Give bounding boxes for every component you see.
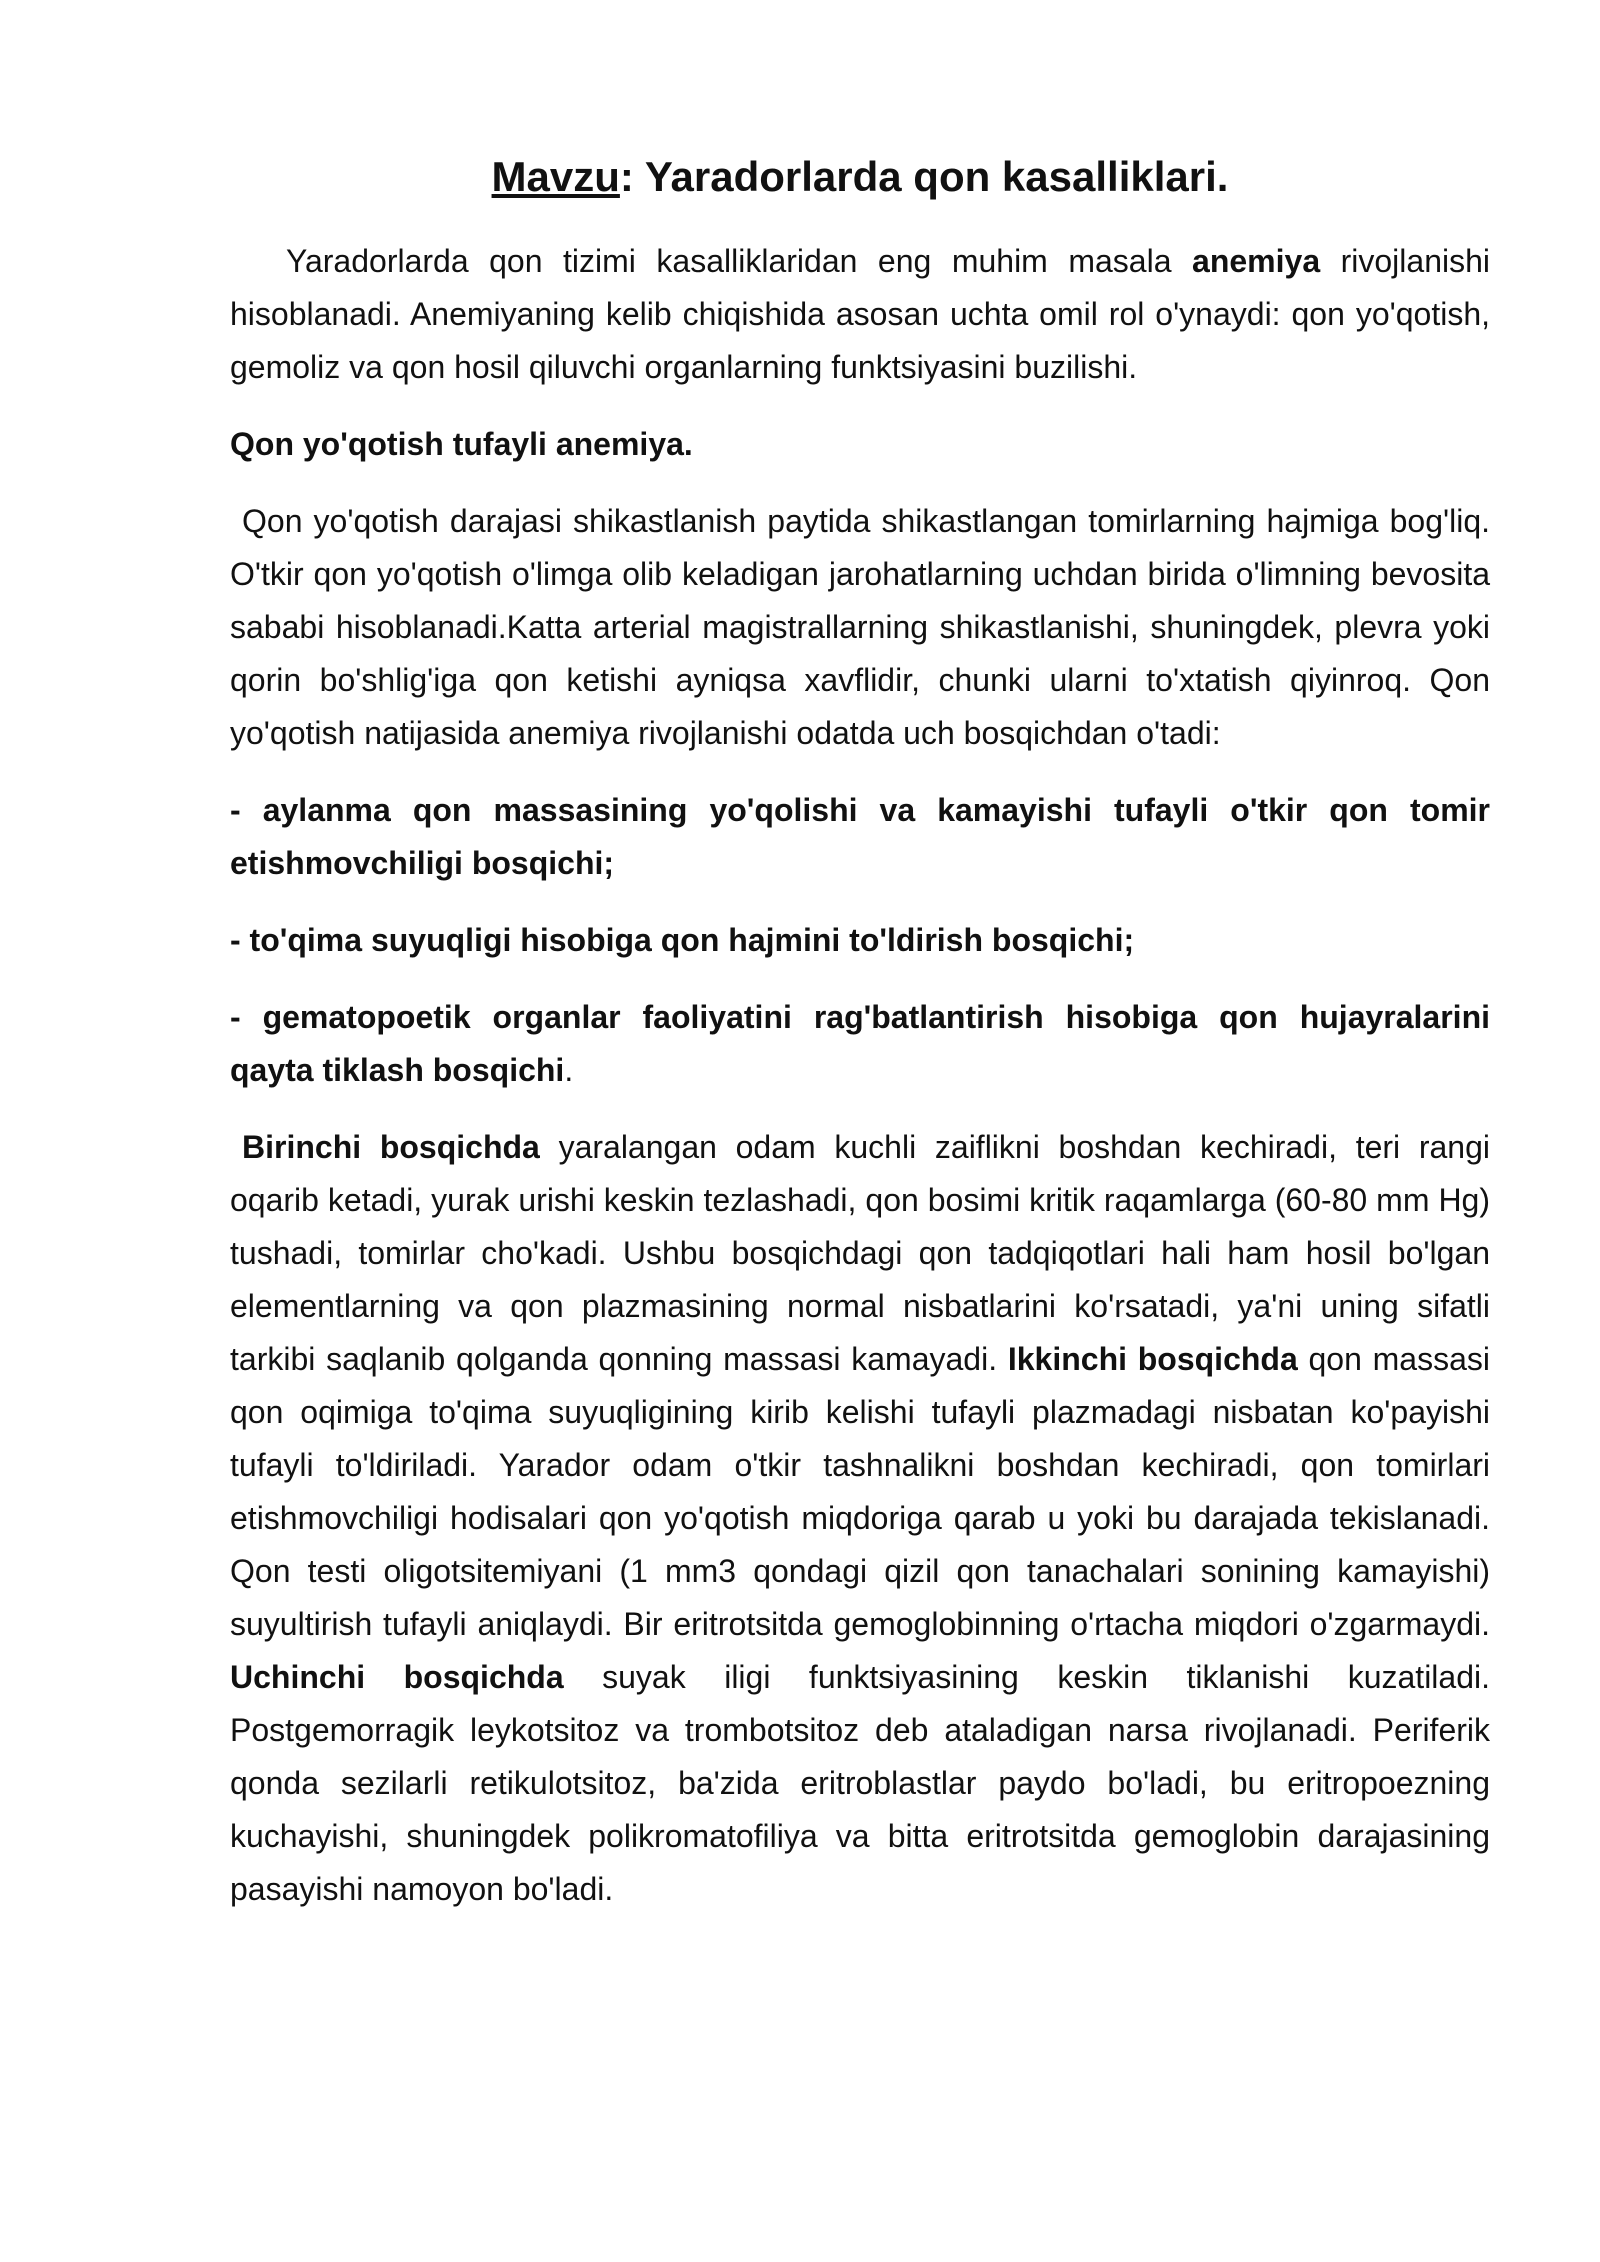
intro-text-1: Yaradorlarda qon tizimi kasalliklaridan eng muhim masala — [286, 242, 1193, 279]
stage-item-3 — [230, 991, 1490, 1097]
stage-item-3-end: . — [564, 1051, 574, 1088]
document-page — [230, 150, 1490, 1940]
intro-paragraph — [230, 235, 1490, 394]
intro-text-2: rivojlanishi hisoblanadi. Anemiyaning kelib chiqishida asosan uchta omil rol o'ynaydi: qon yo'qotish, gemoliz va qon hosil qiluvchi organlarning funktsiyasini buzilishi. — [230, 242, 1491, 385]
stage-2-text: qon massasi qon oqimiga to'qima suyuqligining kirib kelishi tufayli plazmadagi nisbatan ko'payishi tufayli to'ldiriladi. Yarador odam o'tkir tashnalikni boshdan kechiradi, qon tomirlari etishmovchiligi hodisalari qon yo'qotish miqdoriga qarab u yoki bu darajada tekislanadi. Qon testi oligotsitemiyani (1 mm3 qondagi qizil qon tanachalari sonining kamayishi) suyultirish tufayli aniqlaydi. Bir eritrotsitda gemoglobinning o'rtacha miqdori o'zgarmaydi. — [230, 1340, 1491, 1642]
section-heading: Qon yo'qotish tufayli anemiya. — [230, 425, 693, 462]
stages-description-paragraph — [230, 1121, 1490, 1916]
stage-item-3-text: - gematopoetik organlar faoliyatini rag'batlantirish hisobiga qon hujayralarini qayta tiklash bosqichi — [230, 998, 1490, 1088]
stage-2-term: Ikkinchi bosqichda — [1007, 1340, 1298, 1377]
stage-item-2: - to'qima suyuqligi hisobiga qon hajmini to'ldirish bosqichi; — [230, 921, 1135, 958]
stage-3-text: suyak iligi funktsiyasining keskin tiklanishi kuzatiladi. Postgemorragik leykotsitoz va trombotsitoz deb ataladigan narsa rivojlanadi. Periferik qonda sezilarli retikulotsitoz, ba'zida eritroblastlar paydo bo'ladi, bu eritropoezning kuchayishi, shuningdek polikromatofiliya va bitta eritrotsitda gemoglobin darajasining pasayishi namoyon bo'ladi. — [230, 1658, 1491, 1907]
title-label: Mavzu — [491, 153, 620, 200]
stage-item-1: - aylanma qon massasining yo'qolishi va kamayishi tufayli o'tkir qon tomir etishmovchiligi bosqichi; — [230, 791, 1490, 881]
title-colon: : — [619, 153, 634, 200]
intro-bold-term: anemiya — [1192, 242, 1321, 279]
stage-1-text: yaralangan odam kuchli zaiflikni boshdan kechiradi, teri rangi oqarib ketadi, yurak urishi keskin tezlashadi, qon bosimi kritik raqamlarga (60-80 mm Hg) tushadi, tomirlar cho'kadi. Ushbu bosqichdagi qon tadqiqotlari hali ham hosil bo'lgan elementlarning va qon plazmasining normal nisbatlarini ko'rsatadi, ya'ni uning sifatli tarkibi saqlanib qolganda qonning massasi kamayadi. — [230, 1128, 1491, 1377]
stage-3-term: Uchinchi bosqichda — [230, 1658, 564, 1695]
title-text: Yaradorlarda qon kasalliklari. — [633, 153, 1229, 200]
stage-1-term: Birinchi bosqichda — [242, 1128, 540, 1165]
blood-loss-paragraph: Qon yo'qotish darajasi shikastlanish paytida shikastlangan tomirlarning hajmiga bog'liq. O'tkir qon yo'qotish o'limga olib keladigan jarohatlarning uchdan birida o'limning bevosita sababi hisoblanadi.Katta arterial magistrallarning shikastlanishi, shuningdek, plevra yoki qorin bo'shlig'iga qon ketishi ayniqsa xavflidir, chunki ularni to'xtatish qiyinroq. Qon yo'qotish natijasida anemiya rivojlanishi odatda uch bosqichdan o'tadi: — [230, 502, 1490, 751]
page-title — [230, 150, 1490, 205]
